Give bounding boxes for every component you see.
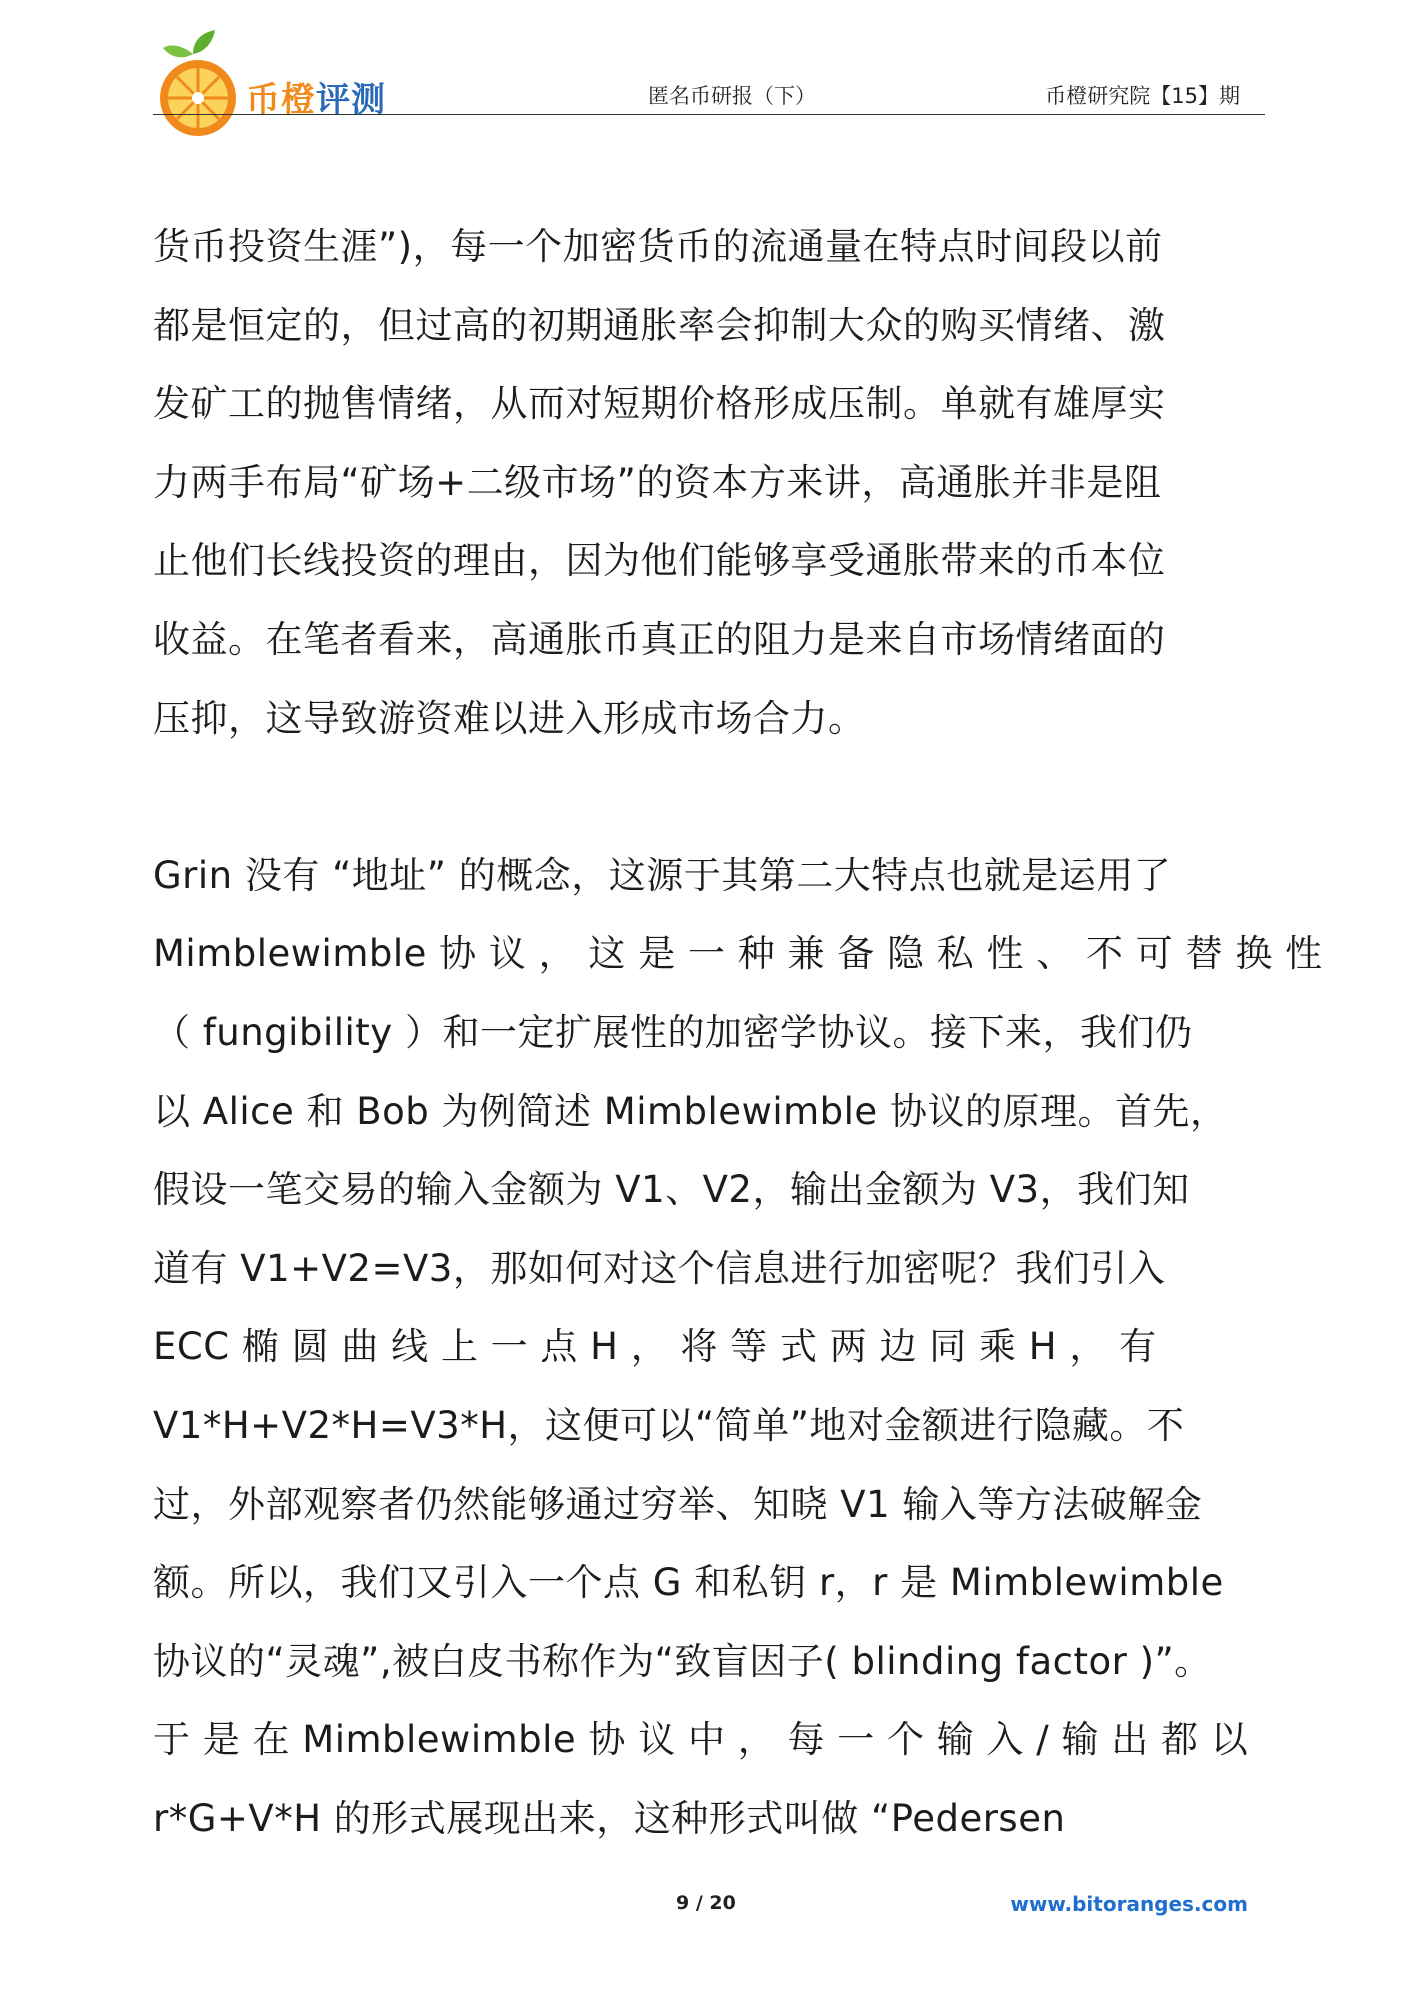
text-line: ECC 椭 圆 曲 线 上 一 点 H ， 将 等 式 两 边 同 乘 H ， 有	[153, 1325, 1157, 1369]
text-line: 收益。在笔者看来，高通胀币真正的阻力是来自市场情绪面的	[153, 617, 1166, 661]
text-line: Grin 没有 “地址” 的概念，这源于其第二大特点也就是运用了	[153, 853, 1172, 897]
text-line: 发矿工的抛售情绪，从而对短期价格形成压制。单就有雄厚实	[153, 382, 1166, 426]
text-line: 假设一笔交易的输入金额为 V1、V2，输出金额为 V3，我们知	[153, 1168, 1190, 1212]
paragraph-gap	[153, 758, 1265, 837]
text-line: 于 是 在 Mimblewimble 协 议 中 ， 每 一 个 输 入 / 输 出 都 以	[153, 1718, 1249, 1762]
report-title: 匿名币研报（下）	[648, 84, 816, 108]
text-line: 协议的“灵魂”,被白皮书称作为“致盲因子( blinding factor )”。	[153, 1639, 1212, 1683]
text-line: 额。所以，我们又引入一个点 G 和私钥 r，r 是 Mimblewimble	[153, 1561, 1224, 1605]
header-divider	[153, 114, 1265, 115]
footer-url[interactable]: www.bitoranges.com	[1010, 1892, 1248, 1916]
text-line: （ fungibility ）和一定扩展性的加密学协议。接下来，我们仍	[153, 1010, 1193, 1054]
logo-text: 币橙评测	[246, 80, 386, 120]
text-line: 止他们长线投资的理由，因为他们能够享受通胀带来的币本位	[153, 539, 1166, 583]
page-number: 9 / 20	[676, 1892, 736, 1914]
text-line: r*G+V*H 的形式展现出来，这种形式叫做 “Pedersen	[153, 1796, 1066, 1840]
paragraph-2	[153, 837, 1323, 1859]
text-line: 道有 V1+V2=V3，那如何对这个信息进行加密呢？我们引入	[153, 1246, 1166, 1290]
body-text	[153, 208, 1323, 1858]
text-line: 过，外部观察者仍然能够通过穷举、知晓 V1 输入等方法破解金	[153, 1482, 1203, 1526]
text-line: 以 Alice 和 Bob 为例简述 Mimblewimble 协议的原理。首先，	[153, 1089, 1228, 1133]
text-line: V1*H+V2*H=V3*H，这便可以“简单”地对金额进行隐藏。不	[153, 1403, 1185, 1447]
page-header	[153, 28, 1265, 138]
orange-slice-icon	[153, 28, 248, 138]
logo	[153, 28, 403, 138]
issue-label: 币橙研究院【15】期	[1045, 84, 1240, 108]
text-line: 都是恒定的，但过高的初期通胀率会抑制大众的购买情绪、激	[153, 303, 1166, 347]
text-line: 压抑，这导致游资难以进入形成市场合力。	[153, 696, 866, 740]
paragraph-1	[153, 208, 1265, 758]
text-line: 货币投资生涯”)，每一个加密货币的流通量在特点时间段以前	[153, 225, 1163, 268]
text-line: Mimblewimble 协 议 ， 这 是 一 种 兼 备 隐 私 性 、 不 可 替 换 性	[153, 932, 1323, 976]
text-line: 力两手布局“矿场+二级市场”的资本方来讲，高通胀并非是阻	[153, 460, 1162, 504]
